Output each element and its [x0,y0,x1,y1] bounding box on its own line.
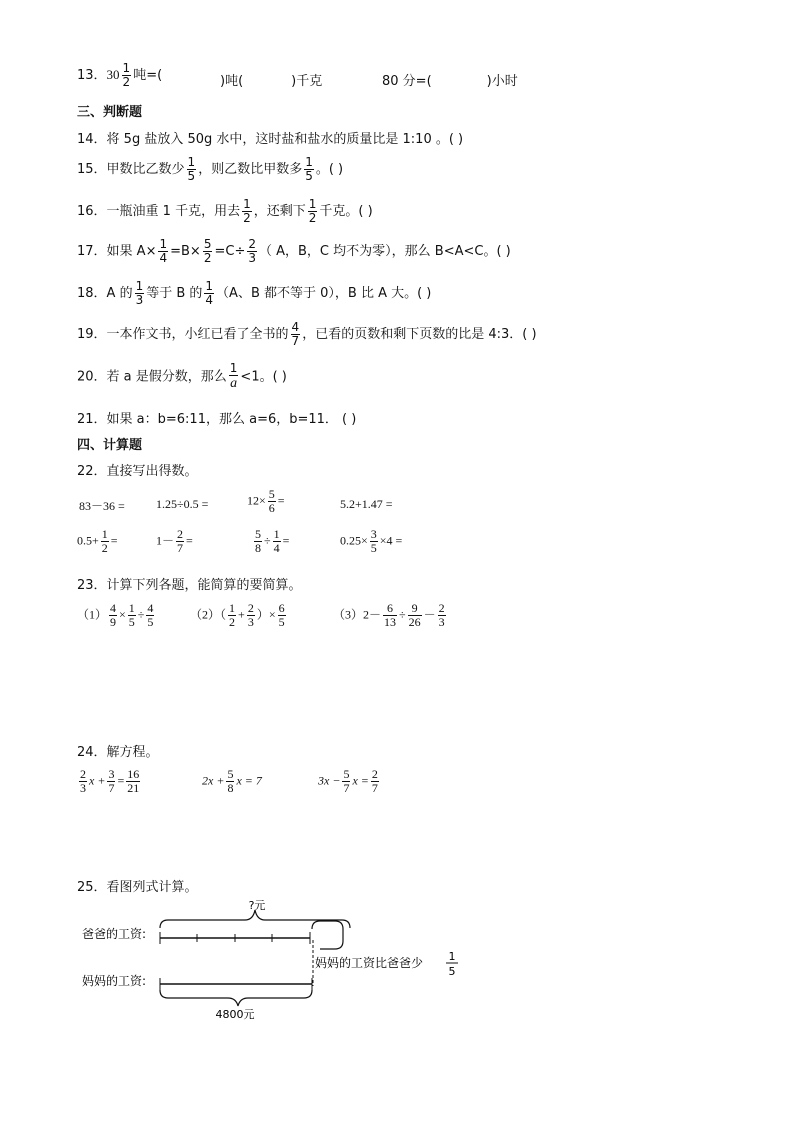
calc-0.25-times: 0.25× $\frac{3}{5}$ ×4 = [340,527,403,556]
fraction: $\frac{2}{3}$ [248,237,256,266]
calc-0.5-plus: 0.5+ $\frac{1}{2}$ = [77,527,118,556]
calc-1.25-div: 1.25÷0.5 = [156,497,209,511]
question-25: 25．看图列式计算。 [77,880,198,895]
question-21: 21．如果 a：b=6:11，那么 a=6，b=11． ( ) [77,412,357,427]
question-14: 14．将 5g 盐放入 50g 水中，这时盐和盐水的质量比是 1:10 。( ) [77,132,464,147]
fraction: $\frac{1}{4}$ [159,237,168,266]
fraction: $\frac{1}{5}$ [305,155,313,184]
question-20: 20．若 a 是假分数，那么 $\frac{1}{a}$ <1。( ) [77,361,287,392]
fraction: $\frac{1}{a}$ [229,361,238,392]
equation-2: 2x + $\frac{5}{8}$ x = 7 [202,767,262,796]
question-19: 19．一本作文书，小红已看了全书的 $\frac{4}{7}$ ，已看的页数和剩下页数的比是 4:3．( ) [77,320,537,349]
equation-1: $\frac{2}{3}$ x + $\frac{3}{7}$ = $\frac{16}{21}$ [80,767,140,796]
calc-83-36: 83－36 = [79,499,125,513]
equation-3: 3x − $\frac{5}{7}$ x = $\frac{2}{7}$ [318,767,378,796]
fraction: $\frac{1}{2}$ [122,61,131,90]
fraction: $\frac{1}{5}$ [187,155,196,184]
fraction: $\frac{1}{3}$ [135,279,144,308]
dad-label: 爸爸的工资: [82,927,147,941]
bottom-brace [160,990,312,1006]
section-3-heading: 三、判断题 [77,105,143,120]
segment-diagram [75,898,495,1023]
question-15: 15．甲数比乙数少 $\frac{1}{5}$ ，则乙数比甲数多 $\frac{1}{5}$ 。( ) [77,155,344,184]
note-fraction-den: 5 [448,965,456,978]
top-label: ?元 [248,899,266,912]
calc-12x: 12× $\frac{5}{6}$ = [247,487,285,516]
mom-label: 妈妈的工资: [82,974,147,988]
question-13: 13．30 $\frac{1}{2}$ 吨=( [77,61,163,90]
question-23: 23．计算下列各题，能简算的要简算。 [77,578,302,593]
question-16: 16．一瓶油重 1 千克，用去 $\frac{1}{2}$ ，还剩下 $\frac{1}{2}$ 千克。( ) [77,197,373,226]
fraction: $\frac{1}{4}$ [205,279,214,308]
calc-5.2-plus: 5.2+1.47 = [340,497,393,511]
top-brace [160,910,350,928]
difference-note: 妈妈的工资比爸爸少 [315,956,424,970]
question-18: 18．A 的 $\frac{1}{3}$ 等于 B 的 $\frac{1}{4}$ （A、B 都不等于 0），B 比 A 大。( ) [77,279,432,308]
question-13-right: 80 分=( )小时 [382,74,518,89]
note-fraction-num: 1 [448,950,456,963]
fraction: $\frac{1}{2}$ [243,197,251,226]
question-13-mid: )吨( )千克 [220,74,323,89]
q23-expr-3: （3）2－ $\frac{6}{13}$ ÷ $\frac{9}{26}$ － $\frac{2}{3}$ [333,601,445,630]
q23-expr-2: （2）（ $\frac{1}{2}$ + $\frac{2}{3}$ ）× $\frac{6}{5}$ [190,601,285,630]
fraction: $\frac{4}{7}$ [291,320,300,349]
difference-brace [312,921,343,949]
bottom-label: 4800元 [215,1008,255,1021]
calc-5-8-div: $\frac{5}{8}$ ÷ $\frac{1}{4}$ = [255,527,290,556]
question-24: 24．解方程。 [77,745,159,760]
question-17: 17．如果 A× $\frac{1}{4}$ =B× $\frac{5}{2}$ =C÷ $\frac{2}{3}$ （ A，B，C 均不为零），那么 B<A<C。( ) [77,237,511,266]
calc-1-minus: 1－ $\frac{2}{7}$ = [156,527,193,556]
section-4-heading: 四、计算题 [77,438,143,453]
q23-expr-1: （1） $\frac{4}{9}$ × $\frac{1}{5}$ ÷ $\frac{4}{5}$ [77,601,154,630]
fraction: $\frac{5}{2}$ [203,237,212,266]
question-22: 22．直接写出得数。 [77,464,198,479]
fraction: $\frac{1}{2}$ [308,197,317,226]
